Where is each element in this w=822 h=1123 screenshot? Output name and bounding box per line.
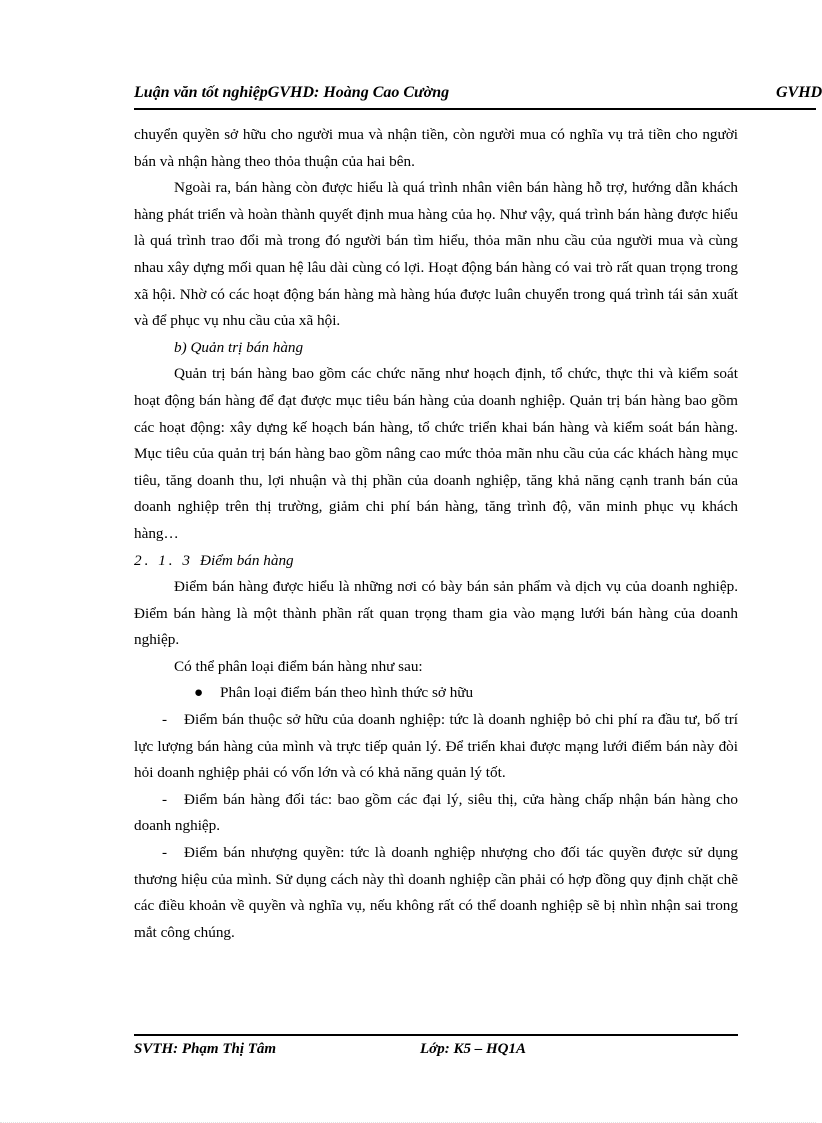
dash-item-text: Điểm bán hàng đối tác: bao gồm các đại lý, siêu thị, cửa hàng chấp nhận bán hàng cho doanh nghiệp. xyxy=(134,790,738,835)
paragraph-sales-management: Quản trị bán hàng bao gồm các chức năng như hoạch định, tổ chức, thực thi và kiểm soát hoạt động bán hàng để đạt được mục tiêu bán hàng của doanh nghiệp. Quản trị bán hàng bao gồm các hoạt động: xây dựng kế hoạch bán hàng, tổ chức triển khai bán hàng và kiểm soát bán hàng. Mục tiêu của quản trị bán hàng bao gồm nâng cao mức thỏa mãn nhu cầu của các khách hàng mục tiêu, tăng doanh thu, lợi nhuận và thị phần của doanh nghiệp, tăng khả năng cạnh tranh bán của doanh nghiệp trên thị trường, giảm chi phí bán hàng, tăng trình độ, văn minh phục vụ khách hàng… xyxy=(134,365,738,542)
bullet-text: Phân loại điểm bán theo hình thức sở hữu xyxy=(220,684,474,702)
paragraph-continuation: chuyển quyền sở hữu cho người mua và nhận tiền, còn người mua có nghĩa vụ trả tiền cho người bán và nhận hàng theo thỏa thuận của hai bên. xyxy=(134,126,738,170)
paragraph-sales-process: Ngoài ra, bán hàng còn được hiểu là quá trình nhân viên bán hàng hỗ trợ, hướng dẫn khách hàng phát triển và hoàn thành quyết định mua hàng của họ. Như vậy, quá trình bán hàng được hiểu là quá trình trao đổi mà trong đó người bán tìm hiểu, thỏa mãn nhu cầu của người mua và cùng nhau xây dựng mối quan hệ lâu dài cùng có lợi. Hoạt động bán hàng có vai trò rất quan trọng trong xã hội. Nhờ có các hoạt động bán hàng mà hàng húa được luân chuyển trong quá trình tái sản xuất và để phục vụ nhu cầu của xã hội. xyxy=(134,179,738,330)
dash-item-owned xyxy=(134,707,738,787)
header-title: Luận văn tốt nghiệpGVHD: Hoàng Cao Cường xyxy=(134,84,450,101)
page-body xyxy=(134,122,738,946)
footer-divider xyxy=(134,1034,738,1036)
dash-icon: - xyxy=(162,711,168,729)
section-number: 2. 1. 3 xyxy=(134,551,193,569)
dash-item-text: Điểm bán thuộc sở hữu của doanh nghiệp: tức là doanh nghiệp bỏ chi phí ra đầu tư, bố trí lực lượng bán hàng của mình và trực tiếp quản lý. Để triển khai được mạng lưới điểm bán này đòi hỏi doanh nghiệp phải có vốn lớn và có khả năng quản lý tốt. xyxy=(134,711,738,782)
section-title: Điểm bán hàng xyxy=(200,551,294,569)
dash-icon: - xyxy=(162,844,168,862)
section-heading-2-1-3 xyxy=(134,548,738,575)
header-divider xyxy=(134,108,816,110)
subheading-sales-management: b) Quản trị bán hàng xyxy=(174,338,304,356)
footer-student: SVTH: Phạm Thị Tâm xyxy=(134,1041,277,1057)
bullet-icon: ● xyxy=(194,684,204,702)
paragraph-classification-intro: Có thể phân loại điểm bán hàng như sau: xyxy=(174,657,423,675)
dash-icon: - xyxy=(162,790,168,808)
dash-item-partner xyxy=(134,787,738,840)
header-right-text: GVHD xyxy=(776,84,822,101)
paragraph-point-of-sale: Điểm bán hàng được hiểu là những nơi có bày bán sản phẩm và dịch vụ của doanh nghiệp. Điểm bán hàng là một thành phần rất quan trọng tham gia vào mạng lưới bán hàng của doanh nghiệp. xyxy=(134,578,738,649)
footer-class: Lớp: K5 – HQ1A xyxy=(420,1041,526,1057)
dash-item-franchise xyxy=(134,840,738,946)
bullet-item xyxy=(134,680,738,707)
dash-item-text: Điểm bán nhượng quyền: tức là doanh nghiệp nhượng cho đối tác quyền được sử dụng thương hiệu của mình. Sử dụng cách này thì doanh nghiệp cần phải có hợp đồng quy định chặt chẽ các điều khoản về quyền và nghĩa vụ, nếu không rất có thể doanh nghiệp sẽ bị nhìn nhận sai trong mắt công chúng. xyxy=(134,844,738,941)
